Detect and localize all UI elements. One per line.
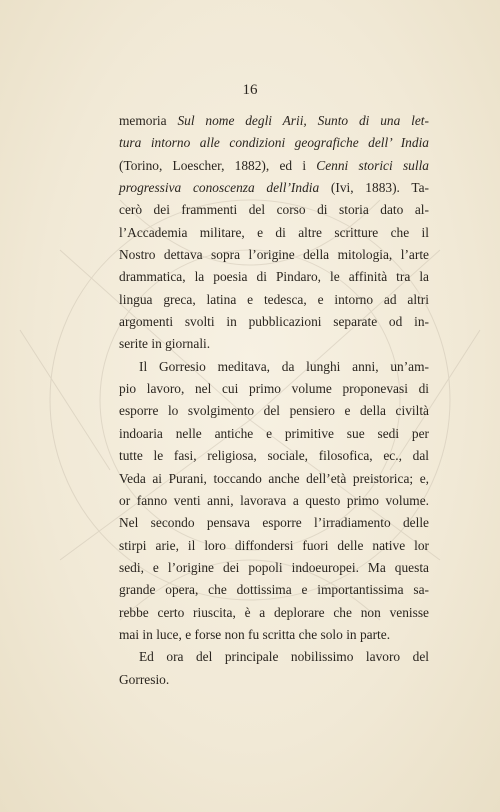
text-segment: grande opera, che dottissima e importantissima sa- bbox=[119, 582, 429, 598]
text-line bbox=[119, 110, 429, 132]
text-segment: esporre lo svolgimento del pensiero e della civiltà bbox=[119, 403, 429, 419]
text-line bbox=[119, 177, 429, 199]
text-line bbox=[119, 579, 429, 601]
text-segment: cerò dei frammenti del corso di storia dato al- bbox=[119, 202, 429, 218]
text-line bbox=[119, 244, 429, 266]
text-line bbox=[119, 199, 429, 221]
text-line bbox=[119, 311, 429, 333]
italic-text: Cenni storici sulla bbox=[316, 157, 429, 173]
text-segment: Gorresio. bbox=[119, 671, 170, 687]
text-segment: pio lavoro, nel cui primo volume proponevasi di bbox=[119, 381, 429, 397]
text-segment: tutte le fasi, religiosa, sociale, filosofica, ec., dal bbox=[119, 448, 429, 464]
text-segment: indoaria nelle antiche e primitive sue sedi per bbox=[119, 425, 429, 441]
text-line bbox=[119, 356, 429, 378]
text-line bbox=[119, 512, 429, 534]
text-segment: Nel secondo pensava esporre l’irradiamento delle bbox=[119, 515, 429, 531]
text-segment: or fanno venti anni, lavorava a questo primo volume. bbox=[119, 492, 429, 508]
italic-text: tura intorno alle condizioni geografiche dell’ India bbox=[119, 135, 429, 151]
text-line bbox=[119, 624, 429, 646]
text-segment: (Ivi, 1883). Ta- bbox=[319, 180, 430, 196]
text-line bbox=[119, 535, 429, 557]
text-line bbox=[119, 445, 429, 467]
text-line bbox=[119, 468, 429, 490]
text-line bbox=[119, 222, 429, 244]
text-line bbox=[119, 669, 429, 691]
text-line bbox=[119, 155, 429, 177]
text-line bbox=[119, 132, 429, 154]
text-segment: mai in luce, e forse non fu scritta che solo in parte. bbox=[119, 626, 391, 642]
italic-text: Sul nome degli Arii, Sunto di una let- bbox=[177, 113, 429, 128]
text-line bbox=[119, 490, 429, 512]
text-line bbox=[119, 646, 429, 668]
text-segment: serite in giornali. bbox=[119, 336, 211, 352]
text-line bbox=[119, 333, 429, 355]
text-line bbox=[119, 289, 429, 311]
body-text bbox=[119, 110, 429, 691]
text-line bbox=[119, 378, 429, 400]
text-segment: Ed ora del principale nobilissimo lavoro del bbox=[139, 649, 429, 665]
text-line bbox=[119, 557, 429, 579]
text-segment: (Torino, Loescher, 1882), ed i bbox=[119, 157, 317, 173]
text-segment: l’Accademia militare, e di altre scritture che il bbox=[119, 224, 429, 240]
text-line bbox=[119, 266, 429, 288]
text-segment: argomenti svolti in pubblicazioni separate od in- bbox=[119, 314, 429, 330]
text-segment: sedi, e l’origine dei popoli indoeuropei. Ma questa bbox=[119, 559, 429, 575]
text-line bbox=[119, 602, 429, 624]
text-segment: stirpi arie, il loro diffondersi fuori delle native lor bbox=[119, 537, 429, 553]
text-segment: drammatica, la poesia di Pindaro, le affinità tra la bbox=[119, 269, 429, 285]
page-number: 16 bbox=[242, 82, 258, 98]
text-segment: Nostro dettava sopra l’origine della mitologia, l’arte bbox=[119, 247, 429, 263]
text-line bbox=[119, 400, 429, 422]
text-line bbox=[119, 423, 429, 445]
text-segment: memoria bbox=[119, 113, 178, 128]
italic-text: progressiva conoscenza dell’India bbox=[119, 180, 320, 196]
text-segment: Il Gorresio meditava, da lunghi anni, un’am- bbox=[139, 358, 429, 374]
text-segment: rebbe certo riuscita, è a deplorare che non venisse bbox=[119, 604, 429, 620]
text-segment: Veda ai Purani, toccando anche dell’età preistorica; e, bbox=[119, 470, 429, 486]
text-segment: lingua greca, latina e tedesca, e intorno ad altri bbox=[119, 291, 429, 307]
